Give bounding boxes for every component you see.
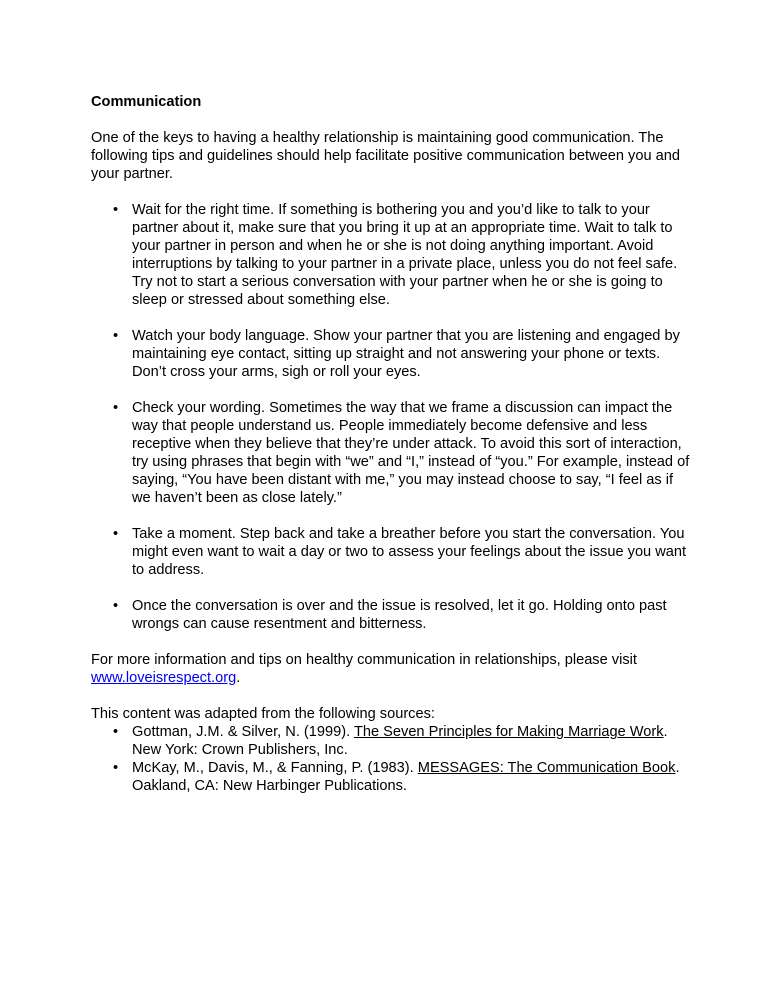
- intro-paragraph: One of the keys to having a healthy relationship is maintaining good communication. The following tips and guidelines should help facilitate positive communication between you and your partner.: [91, 130, 680, 182]
- tip-item: [91, 327, 691, 381]
- source-title: The Seven Principles for Making Marriage Work: [353, 724, 664, 740]
- section-heading: Communication: [91, 94, 202, 110]
- tip-item: [91, 597, 691, 633]
- source-item: [91, 759, 691, 795]
- source-item: [91, 723, 691, 759]
- tip-item: [91, 399, 691, 507]
- sources-intro: This content was adapted from the following sources:: [91, 706, 435, 722]
- sources-list: [91, 723, 691, 795]
- bullet-icon: •: [113, 328, 119, 344]
- tip-text: Take a moment. Step back and take a breather before you start the conversation. You might even want to wait a day or two to assess your feelings about the issue you want to address.: [132, 526, 687, 578]
- tip-item: [91, 525, 691, 579]
- source-authors: McKay, M., Davis, M., & Fanning, P. (1983).: [132, 760, 414, 776]
- tip-text: Wait for the right time. If something is bothering you and you’d like to talk to your partner about it, make sure that you bring it up at an appropriate time. Wait to talk to your partner in person and when he or she is not doing anything important. Avoid interruptions by talking to your partner in a private place, unless you do not feel safe. Try not to start a serious conversation with your partner when he or she is going to sleep or stressed about something else.: [132, 202, 678, 308]
- source-publisher: . New York: Crown Publishers, Inc.: [132, 724, 668, 758]
- loveisrespect-link[interactable]: www.loveisrespect.org: [91, 670, 237, 686]
- bullet-icon: •: [113, 760, 119, 776]
- tip-item: [91, 201, 691, 309]
- bullet-icon: •: [113, 526, 119, 542]
- bullet-icon: •: [113, 724, 119, 740]
- tip-text: Check your wording. Sometimes the way that we frame a discussion can impact the way that people understand us. People immediately become defensive and less receptive when they believe that they’re under attack. To avoid this sort of interaction, try using phrases that begin with “we” and “I,” instead of “you.” For example, instead of saying, “You have been distant with me,” you may instead choose to say, “I feel as if we haven’t been as close lately.”: [132, 400, 690, 506]
- tip-text: Once the conversation is over and the issue is resolved, let it go. Holding onto past wrongs can cause resentment and bitterness.: [132, 598, 667, 632]
- more-info-period: .: [236, 670, 241, 686]
- bullet-icon: •: [113, 202, 119, 218]
- source-authors: Gottman, J.M. & Silver, N. (1999).: [132, 724, 351, 740]
- more-info-paragraph: [91, 651, 691, 687]
- source-title: MESSAGES: The Communication Book: [417, 760, 676, 776]
- bullet-icon: •: [113, 400, 119, 416]
- document-body: [91, 93, 691, 795]
- more-info-text: For more information and tips on healthy communication in relationships, please visit: [91, 652, 637, 668]
- tip-text: Watch your body language. Show your partner that you are listening and engaged by maintaining eye contact, sitting up straight and not answering your phone or texts. Don’t cross your arms, sigh or roll your eyes.: [132, 328, 680, 380]
- bullet-icon: •: [113, 598, 119, 614]
- tips-list: [91, 201, 691, 633]
- source-publisher: . Oakland, CA: New Harbinger Publications.: [132, 760, 680, 794]
